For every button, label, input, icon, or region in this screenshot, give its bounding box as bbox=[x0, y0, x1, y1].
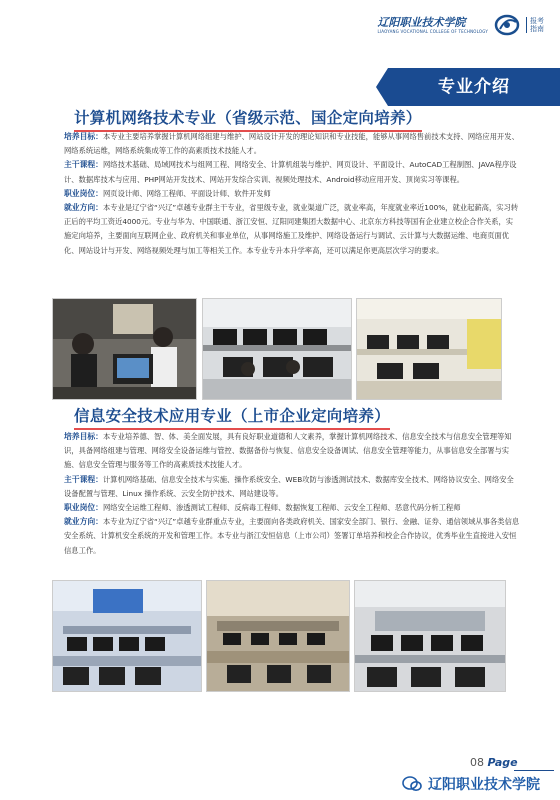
school-name: 辽阳职业技术学院 bbox=[377, 15, 466, 29]
career-text: 本专业为辽宁省“兴辽”卓越专业群重点专业，主要面向各类政府机关、国家安全部门、银行、金融、证券、通信领域从事各类信息安全系统、计算机安全系统的开发和管理工作。本专业与浙江安恒信息（上市公司）签署订单培养和校企合作协议，优秀毕业生直接进入安恒信息工作。 bbox=[64, 517, 520, 555]
photo-security-lab bbox=[52, 580, 202, 692]
courses-label: 主干课程： bbox=[64, 474, 103, 484]
major1-title bbox=[74, 106, 422, 128]
jobs-label: 职业岗位： bbox=[64, 188, 103, 198]
banner-label: 专业介绍 bbox=[438, 77, 510, 97]
major2-jobs bbox=[64, 501, 520, 515]
page-header bbox=[0, 0, 560, 62]
page-number bbox=[470, 756, 518, 769]
jobs-text: 网络安全运维工程师、渗透测试工程师、反病毒工程师、数据恢复工程师、云安全工程师、恶意代码分析工程师 bbox=[102, 503, 461, 513]
courses-text: 计算机网络基础、信息安全技术与实施、操作系统安全、WEB攻防与渗透测试技术、数据库安全技术、网络协议安全、网络安全设备配置与管理、Linux 操作系统、云安全防护技术、网站建设等。 bbox=[64, 474, 514, 498]
career-label: 就业方向： bbox=[64, 203, 103, 213]
photo-network-lab bbox=[206, 580, 350, 692]
goal-label: 培养目标： bbox=[64, 432, 103, 441]
school-logo bbox=[377, 14, 546, 36]
wechat-watermark bbox=[402, 774, 540, 794]
major2-title bbox=[74, 404, 390, 426]
major1-courses bbox=[64, 158, 520, 186]
school-name-en: LIAOYANG VOCATIONAL COLLEGE OF TECHNOLOGY bbox=[377, 28, 488, 34]
photo-students-laptops bbox=[52, 298, 197, 400]
major2-goal bbox=[64, 430, 520, 473]
career-text: 本专业是辽宁省“兴辽”卓越专业群主干专业，省里级专业，就业渠道广泛，就业率高，年度就业率近100%，就业起薪高，实习转正后的平均工资近4000元。专业与华为、中国联通、浙江安恒、辽阳同建集团大数据中心、北京东方科技等国有企业建立校企合作关系，实施定向培养，主要面向互联网企业、政府机关和事业单位，从事网络施工及维护、网络设备运行与调试、云计算与大数据运维、电商页面优化、网站设计与开发、网络视频处理与加工等相关工作。本专业专升本升学率高，还可以满足你更高层次学习的要求。 bbox=[64, 203, 519, 255]
major1-goal bbox=[64, 130, 520, 158]
section-banner bbox=[388, 68, 560, 106]
courses-label: 主干课程： bbox=[64, 160, 103, 170]
major2-courses bbox=[64, 473, 520, 501]
major2-career bbox=[64, 515, 520, 558]
wechat-icon bbox=[402, 776, 422, 792]
major1-jobs bbox=[64, 187, 520, 201]
page-word: Page bbox=[487, 756, 518, 769]
major2-title-text: 信息安全技术应用专业（上市企业定向培养） bbox=[74, 407, 391, 425]
major1-body bbox=[64, 130, 520, 258]
major2-body bbox=[64, 430, 520, 558]
school-emblem-icon bbox=[494, 14, 520, 36]
watermark-text: 辽阳职业技术学院 bbox=[428, 777, 540, 793]
footer-divider bbox=[514, 770, 554, 771]
career-label: 就业方向： bbox=[64, 517, 103, 527]
photo-computer-lab-1 bbox=[202, 298, 352, 400]
photo-computer-lab-2 bbox=[356, 298, 502, 400]
page-number-value: 08 bbox=[470, 756, 484, 769]
goal-label: 培养目标： bbox=[64, 132, 103, 141]
major1-career bbox=[64, 201, 520, 258]
photo-training-room bbox=[354, 580, 506, 692]
guide-label: 报考指南 bbox=[526, 17, 546, 33]
goal-text: 本专业主要培养掌握计算机网络组建与维护、网站设计开发的理论知识和专业技能，能够从事网络售前技术支持、网络应用开发、网络系统运维，网络系统集成等工作的高素质技术技能人才。 bbox=[64, 132, 519, 156]
goal-text: 本专业培养德、智、体、美全面发展，具有良好职业道德和人文素养，掌握计算机网络技术、信息安全技术与信息安全管理等知识，具备网络组建与管理、网络安全设备运维与管控、数据备份与恢复、信息安全设备调试、信息安全管理等能力，从事信息安全部署与实施、信息安全管理与服务等工作的高素质技术技能人才。 bbox=[64, 432, 512, 470]
jobs-label: 职业岗位： bbox=[64, 503, 103, 513]
courses-text: 网络技术基础、局域网技术与组网工程、网络安全、计算机组装与维护、网页设计、平面设计、AutoCAD工程制图、JAVA程序设计、数据库技术与应用、PHP网站开发技术、网站开发综合实训、视频处理技术、Android移动应用开发、顶岗实习等课程。 bbox=[64, 160, 517, 184]
major1-title-text: 计算机网络技术专业（省级示范、国企定向培养） bbox=[74, 109, 422, 127]
jobs-text: 网页设计师、网络工程师、平面设计师、软件开发师 bbox=[102, 188, 271, 198]
